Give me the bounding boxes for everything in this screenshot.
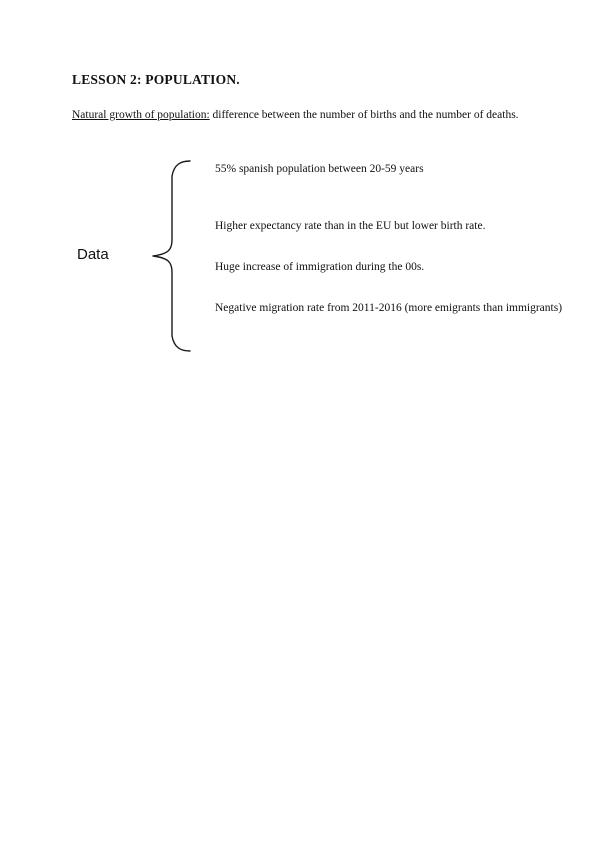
data-label: Data bbox=[77, 246, 109, 263]
fact-item: Negative migration rate from 2011-2016 (more emigrants than immigrants) bbox=[215, 302, 563, 314]
fact-item: Higher expectancy rate than in the EU but lower birth rate. bbox=[215, 220, 486, 232]
definition-text: difference between the number of births and the number of deaths. bbox=[209, 109, 519, 121]
definition-term: Natural growth of population: bbox=[72, 109, 210, 121]
fact-item: 55% spanish population between 20-59 years bbox=[215, 163, 424, 175]
lesson-title: LESSON 2: POPULATION. bbox=[72, 72, 240, 87]
fact-item: Huge increase of immigration during the 00s. bbox=[215, 261, 425, 273]
curly-brace bbox=[150, 158, 195, 354]
definition-paragraph bbox=[72, 108, 528, 123]
